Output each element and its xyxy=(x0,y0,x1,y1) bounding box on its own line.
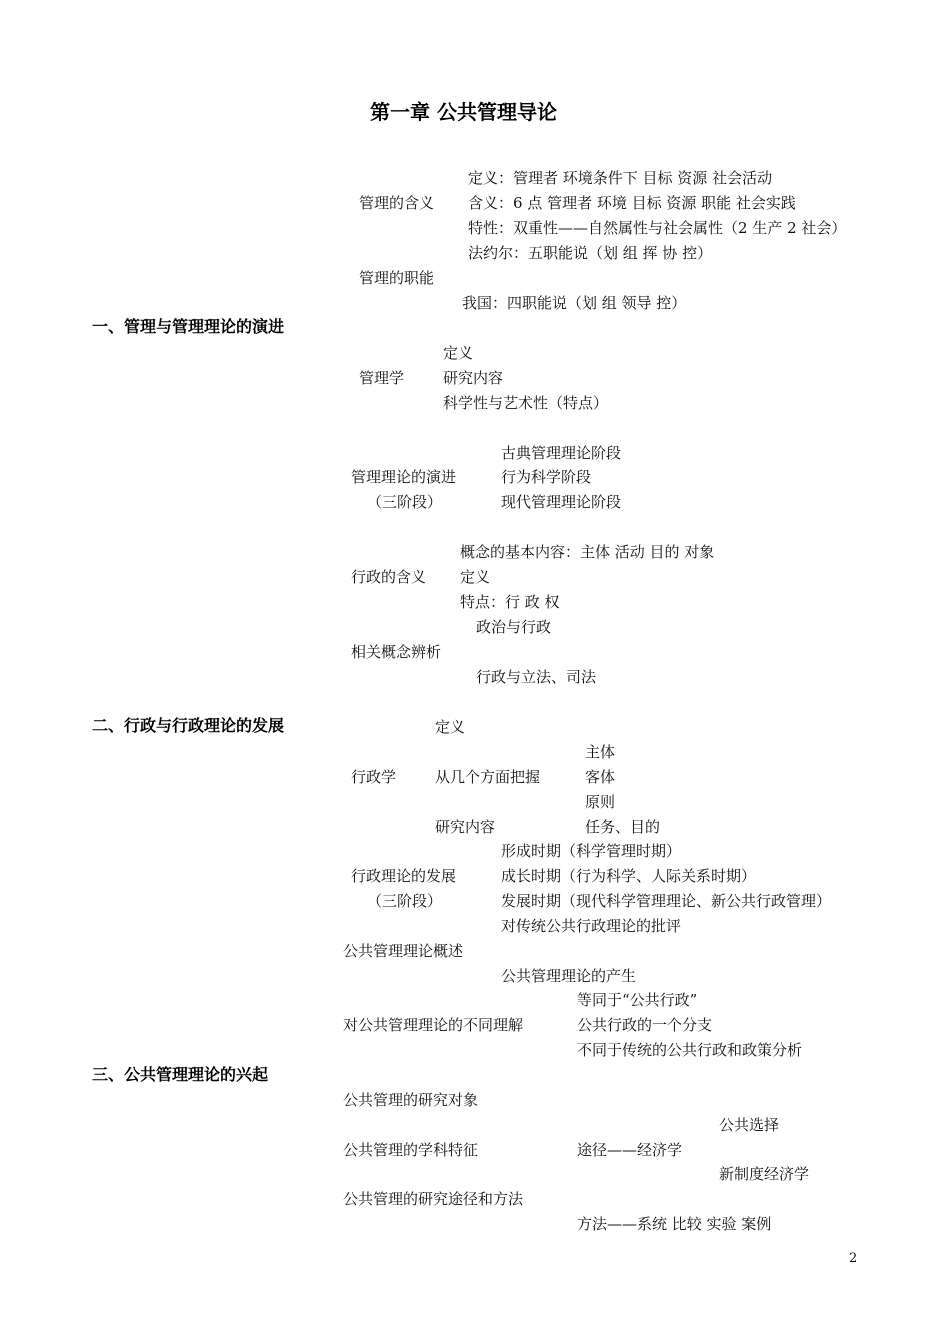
development-label: 行政理论的发展 xyxy=(351,867,457,885)
section-heading-1: 一、管理与管理理论的演进 xyxy=(92,317,285,336)
evolution-sub: （三阶段） xyxy=(367,493,443,511)
understanding-1: 等同于“公共行政” xyxy=(577,991,698,1009)
concepts-label: 相关概念辨析 xyxy=(351,643,442,661)
development-stage-1: 形成时期（科学管理时期） xyxy=(501,842,682,860)
understanding-label: 对公共管理理论的不同理解 xyxy=(343,1016,524,1034)
admin-science-object: 客体 xyxy=(585,768,616,786)
management-science-content: 研究内容 xyxy=(443,369,504,387)
management-science-label: 管理学 xyxy=(359,369,405,387)
page-number: 2 xyxy=(849,1251,858,1266)
management-meaning-content: 含义：6 点 管理者 环境 目标 资源 职能 社会实践 xyxy=(468,194,796,212)
development-stage-3: 发展时期（现代科学管理理论、新公共行政管理） xyxy=(501,892,832,910)
admin-meaning-label: 行政的含义 xyxy=(351,568,427,586)
public-management-origin: 公共管理理论的产生 xyxy=(501,967,637,985)
development-stage-2: 成长时期（行为科学、人际关系时期） xyxy=(501,867,757,885)
admin-science-aspects: 从几个方面把握 xyxy=(435,768,541,786)
public-management-overview: 公共管理理论概述 xyxy=(343,942,464,960)
admin-science-research: 研究内容 xyxy=(435,818,496,836)
admin-science-definition: 定义 xyxy=(435,718,466,736)
management-meaning-definition: 定义：管理者 环境条件下 目标 资源 社会活动 xyxy=(468,169,773,187)
understanding-3: 不同于传统的公共行政和政策分析 xyxy=(577,1041,803,1059)
management-meaning-label: 管理的含义 xyxy=(359,194,435,212)
method-path-economics: 途径——经济学 xyxy=(577,1141,683,1159)
admin-science-principle: 原则 xyxy=(585,793,616,811)
admin-science-task: 任务、目的 xyxy=(585,818,661,836)
section-heading-2: 二、行政与行政理论的发展 xyxy=(92,716,285,735)
admin-meaning-traits: 特点：行 政 权 xyxy=(460,593,560,611)
management-meaning-traits: 特性：双重性——自然属性与社会属性（2 生产 2 社会） xyxy=(468,219,847,237)
management-science-definition: 定义 xyxy=(443,344,474,362)
evolution-stage-2: 行为科学阶段 xyxy=(501,468,592,486)
management-functions-label: 管理的职能 xyxy=(359,269,435,287)
management-functions-fayol: 法约尔：五职能说（划 组 挥 协 控） xyxy=(468,244,713,262)
evolution-stage-1: 古典管理理论阶段 xyxy=(501,444,622,462)
method-public-choice: 公共选择 xyxy=(719,1116,780,1134)
method-institutional: 新制度经济学 xyxy=(719,1165,810,1183)
evolution-label: 管理理论的演进 xyxy=(351,468,457,486)
critique-traditional: 对传统公共行政理论的批评 xyxy=(501,917,682,935)
management-functions-china: 我国：四职能说（划 组 领导 控） xyxy=(462,294,687,312)
research-object: 公共管理的研究对象 xyxy=(343,1091,479,1109)
discipline-feature: 公共管理的学科特征 xyxy=(343,1141,479,1159)
development-sub: （三阶段） xyxy=(367,892,443,910)
admin-science-label: 行政学 xyxy=(351,768,397,786)
section-heading-3: 三、公共管理理论的兴起 xyxy=(92,1065,269,1084)
concept-politics-admin: 政治与行政 xyxy=(476,618,552,636)
evolution-stage-3: 现代管理理论阶段 xyxy=(501,493,622,511)
admin-meaning-definition: 定义 xyxy=(460,568,491,586)
concept-legislation: 行政与立法、司法 xyxy=(476,668,597,686)
chapter-title: 第一章 公共管理导论 xyxy=(370,100,557,124)
methods-label: 公共管理的研究途径和方法 xyxy=(343,1190,524,1208)
management-science-feature: 科学性与艺术性（特点） xyxy=(443,394,609,412)
admin-meaning-concept: 概念的基本内容：主体 活动 目的 对象 xyxy=(460,543,715,561)
method-list: 方法——系统 比较 实验 案例 xyxy=(577,1215,772,1233)
understanding-2: 公共行政的一个分支 xyxy=(577,1016,713,1034)
admin-science-subject: 主体 xyxy=(585,743,616,761)
